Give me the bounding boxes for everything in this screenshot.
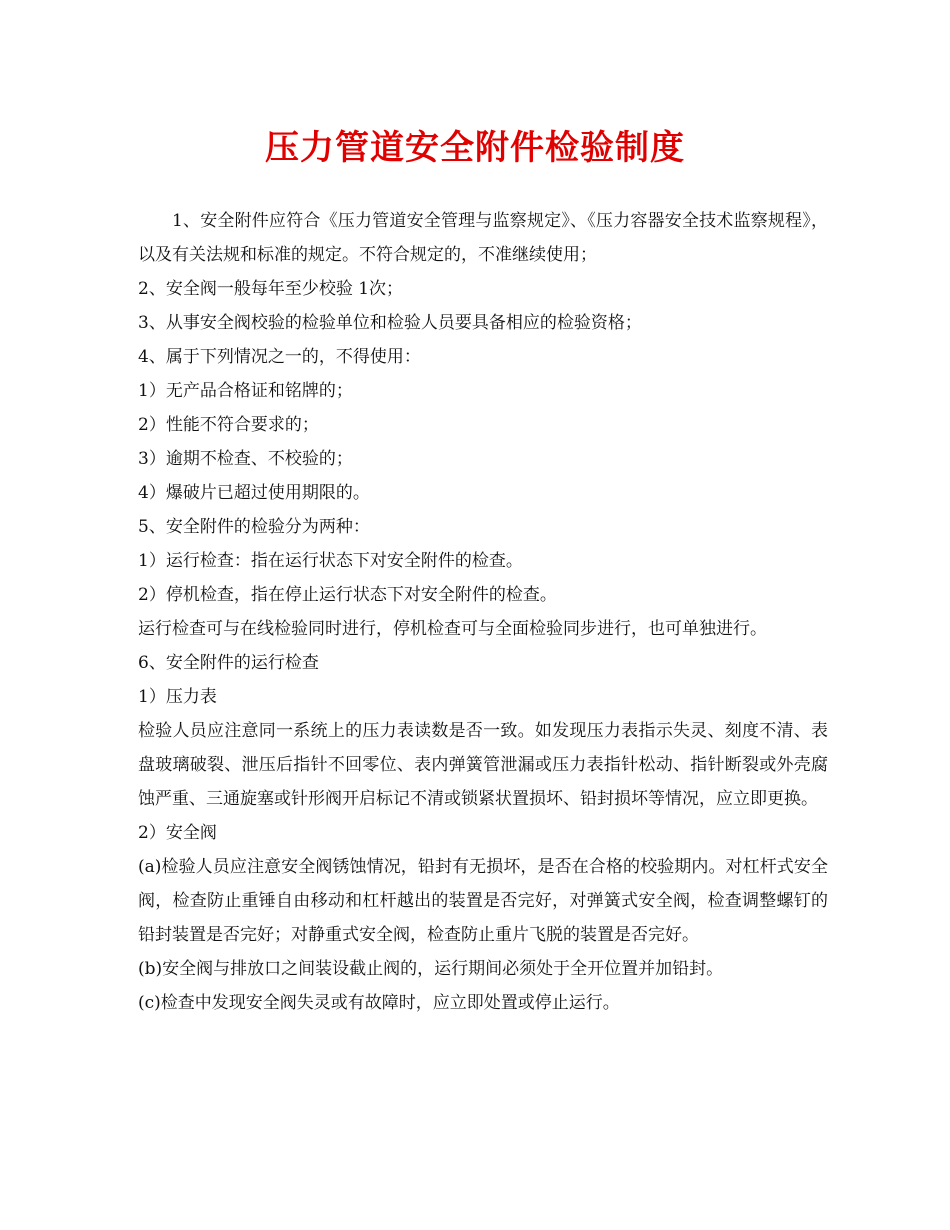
paragraph-17: (a)检验人员应注意安全阀锈蚀情况，铅封有无损坏，是否在合格的校验期内。对杠杆式安全阀，检查防止重锤自由移动和杠杆越出的装置是否完好，对弹簧式安全阀，检查调整螺钉的铅封装置是否完好；对静重式安全阀，检查防止重片飞脱的装置是否完好。 [138, 857, 828, 945]
paragraph-2: 2、安全阀一般每年至少校验 1次； [138, 279, 404, 299]
paragraph-9: 5、安全附件的检验分为两种： [138, 517, 370, 537]
document-body [138, 204, 828, 1020]
document-title: 压力管道安全附件检验制度 [265, 128, 685, 168]
paragraph-11: 2）停机检查，指在停止运行状态下对安全附件的检查。 [138, 585, 557, 605]
paragraph-16: 2）安全阀 [138, 823, 217, 843]
paragraph-10: 1）运行检查：指在运行状态下对安全附件的检查。 [138, 551, 523, 571]
paragraph-8: 4）爆破片已超过使用期限的。 [138, 483, 370, 503]
paragraph-19: (c)检查中发现安全阀失灵或有故障时，应立即处置或停止运行。 [138, 993, 620, 1013]
paragraph-14: 1）压力表 [138, 687, 217, 707]
paragraph-3: 3、从事安全阀校验的检验单位和检验人员要具备相应的检验资格； [138, 313, 642, 333]
paragraph-4: 4、属于下列情况之一的，不得使用： [138, 347, 421, 367]
paragraph-12: 运行检查可与在线检验同时进行，停机检查可与全面检验同步进行，也可单独进行。 [138, 619, 767, 639]
paragraph-15: 检验人员应注意同一系统上的压力表读数是否一致。如发现压力表指示失灵、刻度不清、表盘玻璃破裂、泄压后指针不回零位、表内弹簧管泄漏或压力表指针松动、指针断裂或外壳腐蚀严重、三通旋塞或针形阀开启标记不清或锁紧状置损坏、铅封损坏等情况，应立即更换。 [138, 721, 828, 809]
paragraph-6: 2）性能不符合要求的； [138, 415, 319, 435]
paragraph-5: 1）无产品合格证和铭牌的； [138, 381, 353, 401]
paragraph-18: (b)安全阀与排放口之间装设截止阀的，运行期间必须处于全开位置并加铅封。 [138, 959, 724, 979]
paragraph-7: 3）逾期不检查、不校验的； [138, 449, 353, 469]
paragraph-13: 6、安全附件的运行检查 [138, 653, 319, 673]
paragraph-1: 1、安全附件应符合《压力管道安全管理与监察规定》、《压力容器安全技术监察规程》，以及有关法规和标准的规定。不符合规定的，不准继续使用； [138, 211, 828, 265]
